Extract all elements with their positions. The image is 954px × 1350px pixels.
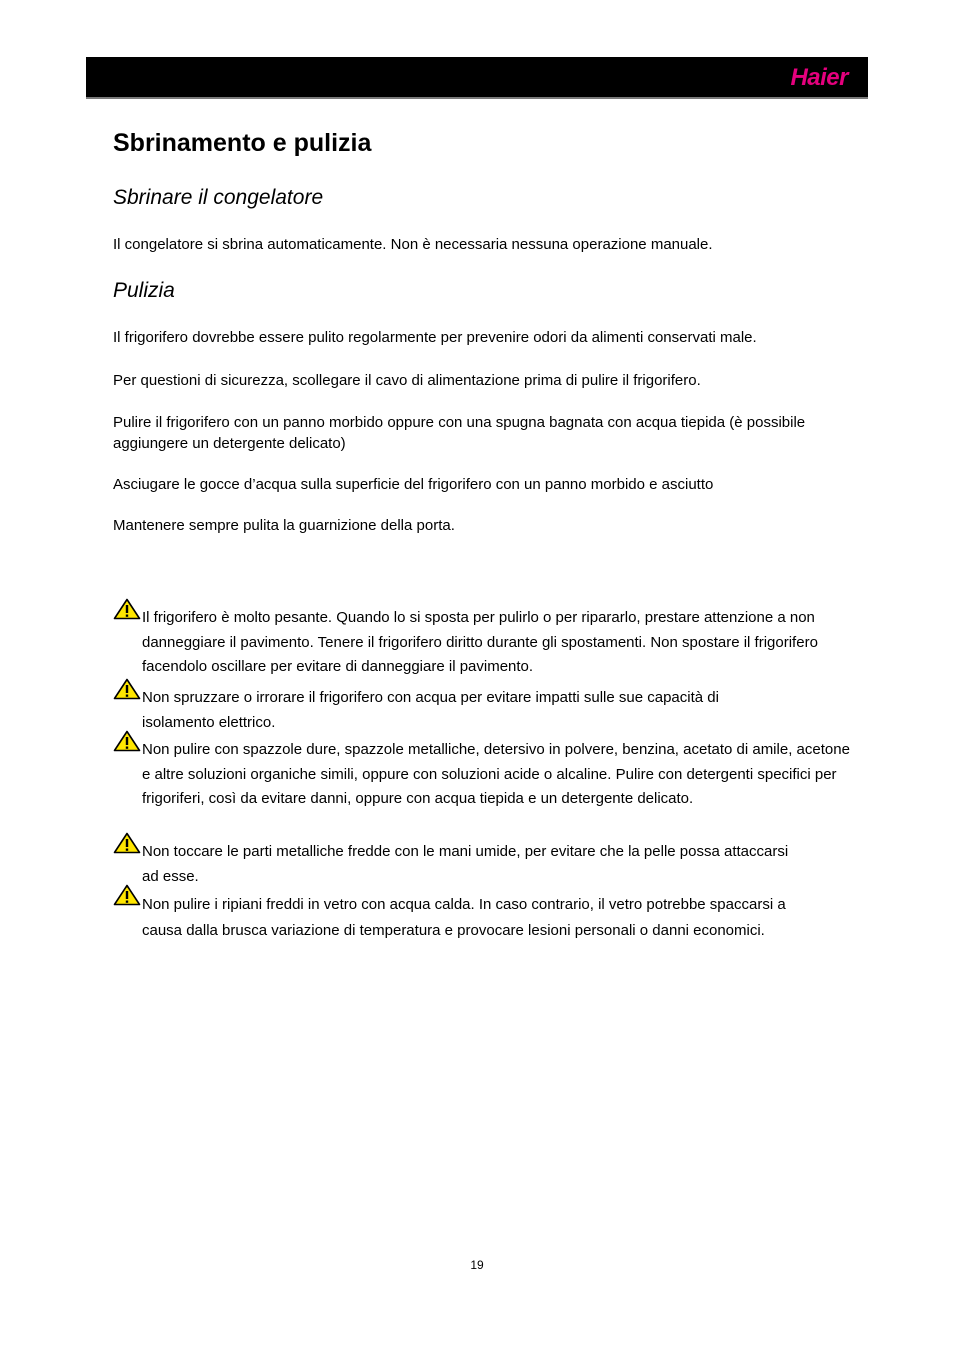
- cleaning-paragraph-3: Pulire il frigorifero con un panno morbido oppure con una spugna bagnata con acqua tiepida (è possibile aggiungere un detergente delicato): [113, 414, 806, 452]
- page-title: Sbrinamento e pulizia: [113, 129, 372, 157]
- warning-item: [113, 738, 858, 812]
- warning-text: Non pulire con spazzole dure, spazzole metalliche, detersivo in polvere, benzina, acetato di amile, acetone e altre soluzioni organiche simili, oppure con soluzioni acide o alcaline. Pulire con detergenti specifici per frigoriferi, così da evitare danni, oppure con acqua tiepida e un detergente delicato.: [142, 741, 850, 807]
- warning-item: [113, 686, 793, 735]
- page-number: 19: [470, 1258, 484, 1272]
- cleaning-paragraph-4: Asciugare le gocce d’acqua sulla superficie del frigorifero con un panno morbido e asciutto: [113, 476, 714, 493]
- header-bar: [86, 57, 868, 99]
- warning-item: [113, 606, 828, 680]
- warning-item: [113, 840, 793, 889]
- warning-item: [113, 892, 813, 943]
- cleaning-paragraph-1: Il frigorifero dovrebbe essere pulito regolarmente per prevenire odori da alimenti conservati male.: [113, 329, 757, 346]
- warning-triangle-icon: [113, 598, 141, 620]
- warning-text: Non toccare le parti metalliche fredde con le mani umide, per evitare che la pelle possa attaccarsi ad esse.: [142, 843, 789, 885]
- warning-triangle-icon: [113, 884, 141, 906]
- warning-triangle-icon: [113, 832, 141, 854]
- haier-logo: Haier: [790, 64, 848, 91]
- warning-triangle-icon: [113, 730, 141, 752]
- warning-text: Il frigorifero è molto pesante. Quando lo si sposta per pulirlo o per ripararlo, prestare attenzione a non danneggiare il pavimento. Tenere il frigorifero diritto durante gli spostamenti. Non spostare il frigorifero facendolo oscillare per evitare di danneggiare il pavimento.: [142, 609, 818, 675]
- section-heading-defrost: Sbrinare il congelatore: [113, 186, 324, 209]
- section-heading-cleaning: Pulizia: [113, 279, 175, 302]
- warning-text: Non pulire i ripiani freddi in vetro con acqua calda. In caso contrario, il vetro potrebbe spaccarsi a causa dalla brusca variazione di temperatura e provocare lesioni personali o danni economici.: [142, 896, 786, 939]
- cleaning-paragraph-2: Per questioni di sicurezza, scollegare il cavo di alimentazione prima di pulire il frigorifero.: [113, 372, 701, 389]
- warning-text: Non spruzzare o irrorare il frigorifero con acqua per evitare impatti sulle sue capacità di isolamento elettrico.: [142, 689, 719, 731]
- cleaning-paragraph-5: Mantenere sempre pulita la guarnizione della porta.: [113, 517, 455, 534]
- defrost-paragraph: Il congelatore si sbrina automaticamente. Non è necessaria nessuna operazione manuale.: [113, 236, 713, 253]
- warning-triangle-icon: [113, 678, 141, 700]
